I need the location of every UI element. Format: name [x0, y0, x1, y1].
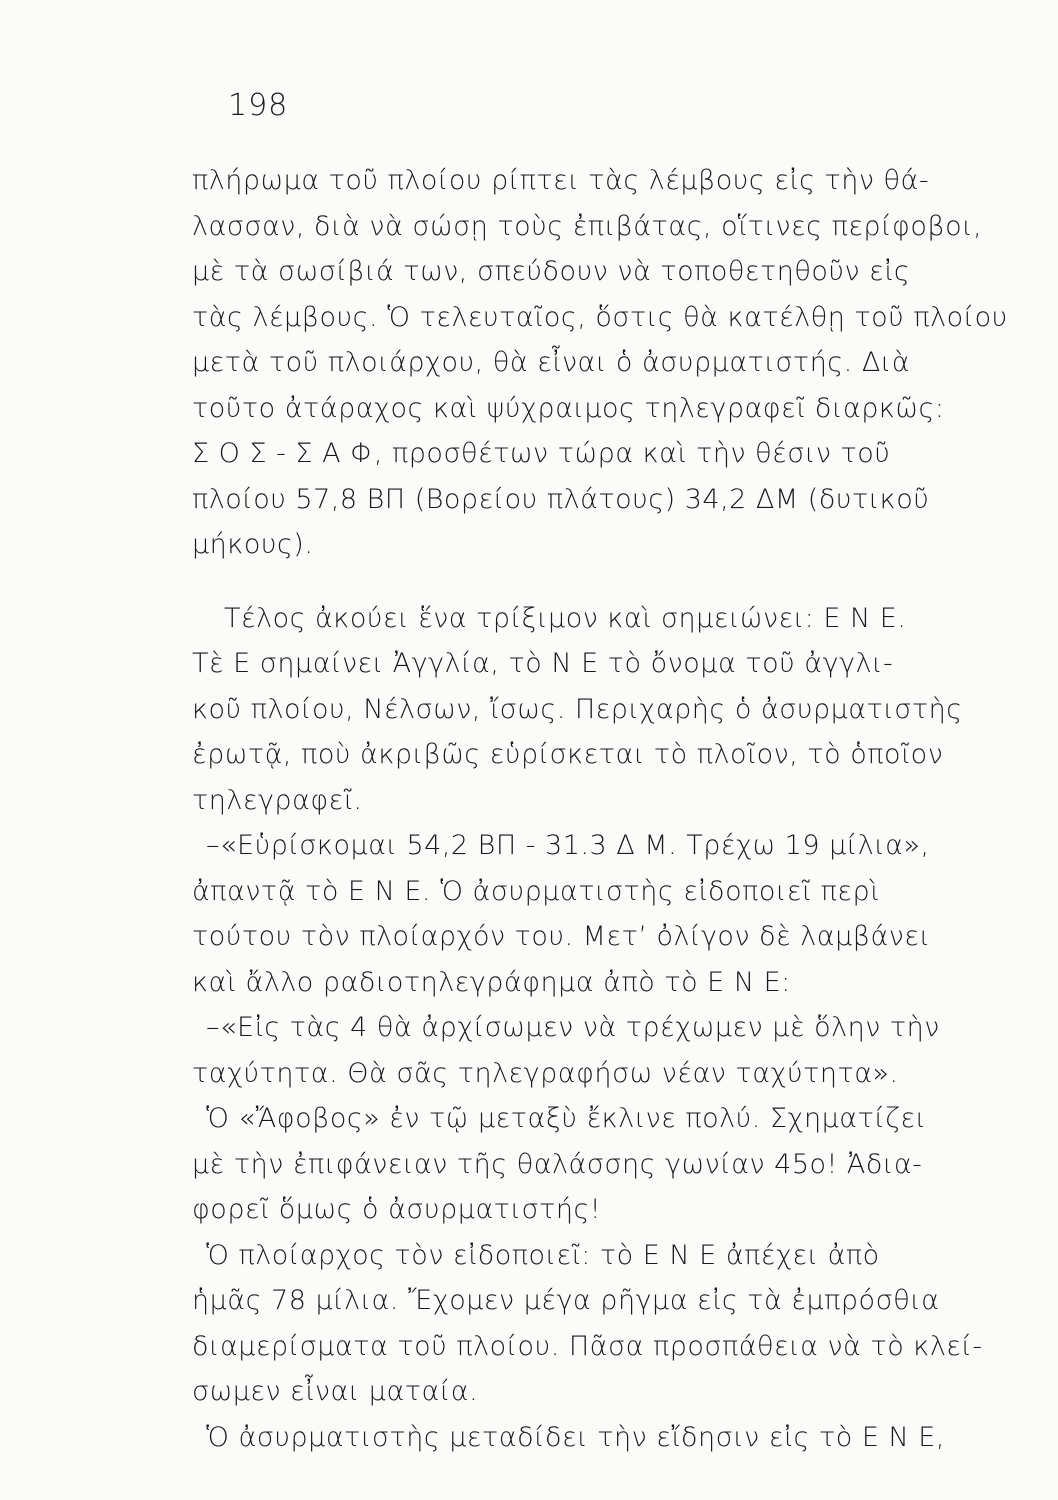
- text-line: καὶ ἄλλο ραδιοτηλεγράφημα ἀπὸ τὸ Ε Ν Ε:: [192, 966, 791, 998]
- text-line: πλοίου 57,8 ΒΠ (Βορείου πλάτους) 34,2 ΔΜ (δυτικοῦ: [192, 483, 930, 515]
- page-number: 198: [228, 88, 289, 123]
- text-line: Τὲ Ε σημαίνει Ἀγγλία, τὸ Ν Ε τὸ ὄνομα τοῦ ἀγγλι-: [192, 648, 894, 679]
- text-line: σωμεν εἶναι ματαία.: [192, 1376, 479, 1407]
- text-line: διαμερίσματα τοῦ πλοίου. Πᾶσα προσπάθεια νὰ τὸ κλεί-: [192, 1330, 983, 1362]
- text-line: μὲ τὴν ἐπιφάνειαν τῆς θαλάσσης γωνίαν 45ο! Ἀδια-: [192, 1148, 923, 1180]
- text-line: λασσαν, διὰ νὰ σώσῃ τοὺς ἐπιβάτας, οἵτινες περίφοβοι,: [192, 210, 983, 242]
- text-line: ἐρωτᾷ, ποὺ ἀκριβῶς εὑρίσκεται τὸ πλοῖον, τὸ ὁποῖον: [192, 739, 944, 770]
- text-line: –«Εἰς τὰς 4 θὰ ἀρχίσωμεν νὰ τρέχωμεν μὲ ὅλην τὴν: [206, 1012, 940, 1043]
- text-line: φορεῖ ὅμως ὁ ἀσυρματιστής!: [192, 1194, 602, 1225]
- text-line: ταχύτητα. Θὰ σᾶς τηλεγραφήσω νέαν ταχύτητα».: [192, 1057, 899, 1089]
- text-line: μήκους).: [192, 529, 314, 560]
- text-line: Ὁ πλοίαρχος τὸν εἰδοποιεῖ: τὸ Ε Ν Ε ἀπέχει ἀπὸ: [206, 1239, 880, 1271]
- paragraph-gap: [192, 568, 1032, 596]
- text-line: Τέλος ἀκούει ἕνα τρίξιμον καὶ σημειώνει: Ε Ν Ε.: [224, 602, 907, 634]
- text-line: μετὰ τοῦ πλοιάρχου, θὰ εἶναι ὁ ἀσυρματιστής. Διὰ: [192, 347, 911, 378]
- text-line: τὰς λέμβους. Ὁ τελευταῖος, ὅστις θὰ κατέλθῃ τοῦ πλοίου: [192, 301, 1008, 333]
- text-line: Σ Ο Σ - Σ Α Φ, προσθέτων τώρα καὶ τὴν θέσιν τοῦ: [192, 438, 891, 469]
- text-line: –«Εὑρίσκομαι 54,2 ΒΠ - 31.3 Δ Μ. Τρέχω 19 μίλια»,: [206, 830, 930, 861]
- text-line: ἡμᾶς 78 μίλια. Ἔχομεν μέγα ρῆγμα εἰς τὰ ἐμπρόσθια: [192, 1285, 940, 1316]
- text-line: μὲ τὰ σωσίβιά των, σπεύδουν νὰ τοποθετηθοῦν εἰς: [192, 256, 911, 287]
- text-line: τούτου τὸν πλοίαρχόν του. Μετ’ ὀλίγον δὲ λαμβάνει: [192, 921, 931, 952]
- text-line: πλήρωμα τοῦ πλοίου ρίπτει τὰς λέμβους εἰς τὴν θά-: [192, 165, 930, 196]
- text-line: τηλεγραφεῖ.: [192, 784, 363, 816]
- text-line: κοῦ πλοίου, Νέλσων, ἴσως. Περιχαρὴς ὁ ἀσυρματιστὴς: [192, 693, 963, 725]
- text-line: Ὁ ἀσυρματιστὴς μεταδίδει τὴν εἴδησιν εἰς τὸ Ε Ν Ε,: [206, 1421, 945, 1453]
- text-line: ἀπαντᾷ τὸ Ε Ν Ε. Ὁ ἀσυρματιστὴς εἰδοποιεῖ περὶ: [192, 875, 880, 907]
- text-line: τοῦτο ἀτάραχος καὶ ψύχραιμος τηλεγραφεῖ διαρκῶς:: [192, 392, 945, 424]
- body-text: [192, 158, 1032, 1460]
- text-line: Ὁ «Ἄφοβος» ἐν τῷ μεταξὺ ἔκλινε πολύ. Σχηματίζει: [206, 1103, 927, 1134]
